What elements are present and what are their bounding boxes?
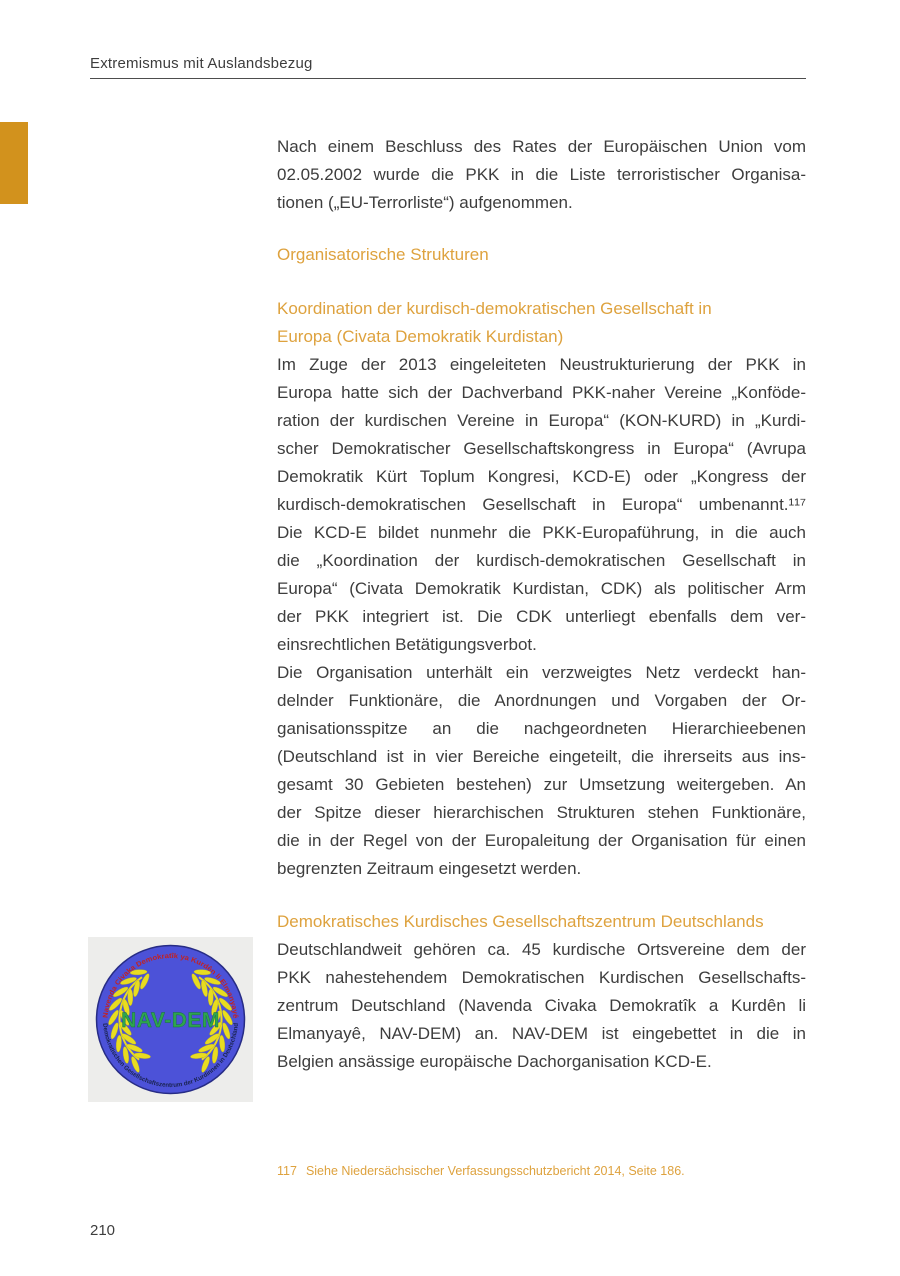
logo-center-text: NAV-DEM	[121, 1009, 220, 1032]
koordination-paragraph-2: Die Organisation unterhält ein verzweigtes Netz verdeckt han- delnder Funktionäre, die Anordnungen und Vorgaben der Or- ganisationsspitze an die nachgeordneten Hierarchieebenen (Deutschland ist in vier Bereiche eingeteilt, die ihrerseits aus ins- gesamt 30 Gebieten bestehen) zur Umsetzung weitergeben. An der Spitze dieser hierarchischen Strukturen stehen Funktionäre, die in der Regel von der Europaleitung der Organisation für einen begrenzten Zeitraum eingesetzt werden.	[277, 663, 806, 878]
footnote	[277, 1163, 806, 1180]
intro-paragraph: Nach einem Beschluss des Rates der Europäischen Union vom 02.05.2002 wurde die PKK in die Liste terroristischer Organisa- tionen („EU-Terrorliste“) aufgenommen.	[277, 137, 806, 212]
footnote-text: Siehe Niedersächsischer Verfassungsschutzbericht 2014, Seite 186.	[305, 1164, 685, 1178]
nav-dem-logo	[88, 937, 253, 1102]
subsection-heading-koordination: Koordination der kurdisch-demokratischen Gesellschaft in Europa (Civata Demokratik Kurdistan)	[277, 299, 712, 346]
page-number: 210	[90, 1222, 116, 1239]
navdem-paragraph: Deutschlandweit gehören ca. 45 kurdische Ortsvereine dem der PKK nahestehendem Demokratischen Kurdischen Gesellschafts- zentrum Deutschland (Navenda Civaka Demokratîk a Kurdên li Elmanyayê, NAV-DEM) an. NAV-DEM ist eingebettet in die in Belgien ansässige europäische Dachorganisation KCD-E.	[277, 940, 806, 1071]
footnote-number: 117	[277, 1164, 297, 1178]
logo-top-curved-text: Navenda Civaka Demokratîk ya Kurdên li Elmanyayê	[102, 952, 239, 1019]
header-rule	[90, 78, 806, 79]
subsection-heading-navdem: Demokratisches Kurdisches Gesellschaftszentrum Deutschlands	[277, 912, 764, 931]
logo-bottom-curved-text: Demokratischen Gesellschaftszentrum der Kurdinnen in Deutschland	[101, 1022, 240, 1089]
running-header: Extremismus mit Auslandsbezug	[90, 55, 313, 72]
koordination-paragraph-1: Im Zuge der 2013 eingeleiteten Neustrukturierung der PKK in Europa hatte sich der Dachverband PKK-naher Vereine „Konföde- ration der kurdischen Vereine in Europa“ (KON-KURD) in „Kurdi- scher Demokratischer Gesellschaftskongress in Europa“ (Avrupa Demokratik Kürt Toplum Kongresi, KCD-E) oder „Kongress der kurdisch-demokratischen Gesellschaft in Europa“ umbenannt.¹¹⁷ Die KCD-E bildet nunmehr die PKK-Europaführung, in die auch die „Koordination der kurdisch-demokratischen Gesellschaft in Europa“ (Civata Demokratik Kurdistan, CDK) als politischer Arm der PKK integriert ist. Die CDK unterliegt ebenfalls dem ver- einsrechtlichen Betätigungsverbot.	[277, 355, 806, 654]
main-text-column	[277, 133, 806, 1076]
section-heading: Organisatorische Strukturen	[277, 245, 489, 264]
chapter-margin-tab	[0, 122, 28, 204]
